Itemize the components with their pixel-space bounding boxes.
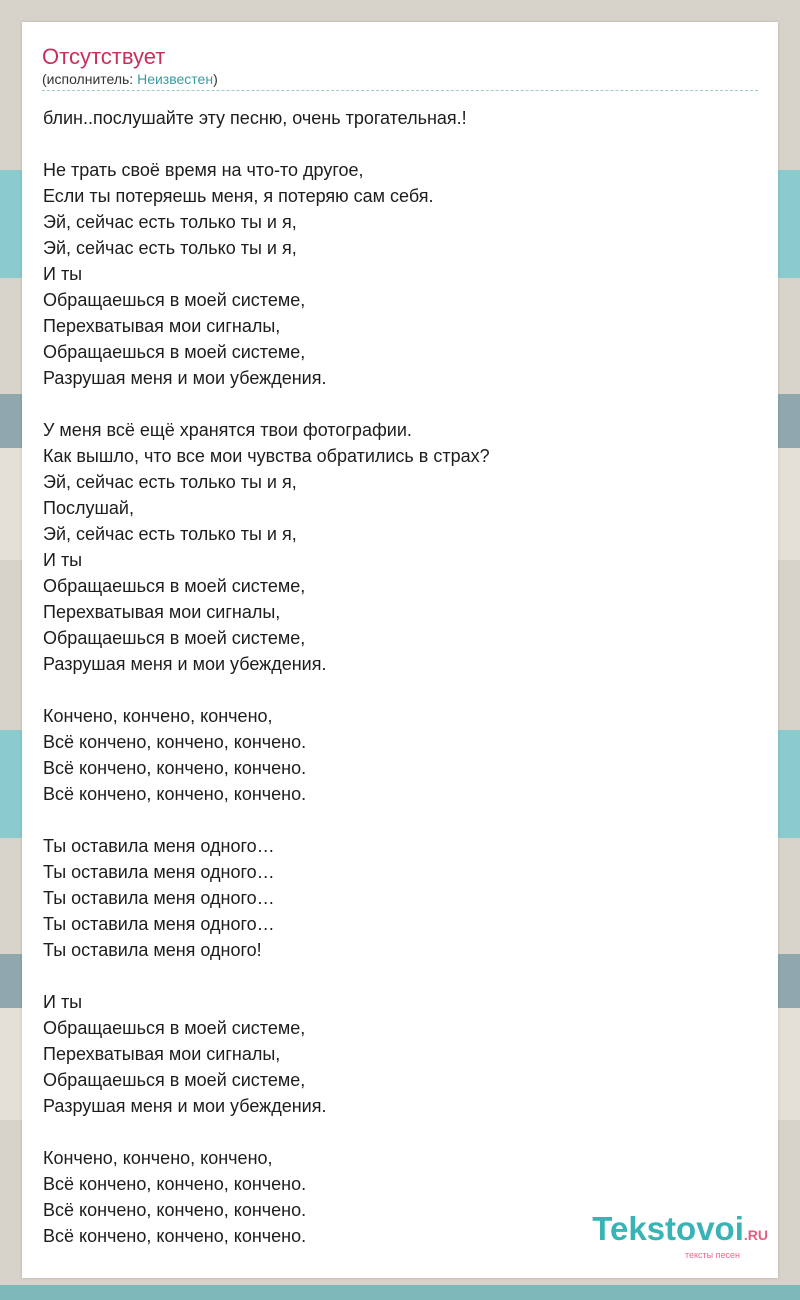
lyric-line: Разрушая меня и мои убеждения. — [43, 368, 327, 388]
lyric-blank-line — [43, 677, 743, 703]
lyric-line: Ты оставила меня одного! — [43, 940, 262, 960]
lyric-line: Всё кончено, кончено, кончено. — [43, 1226, 307, 1246]
artist-line — [42, 70, 758, 91]
lyric-line: Перехватывая мои сигналы, — [43, 602, 281, 622]
lyric-line: Не трать своё время на что-то другое, — [43, 160, 364, 180]
lyric-line: Если ты потеряешь меня, я потеряю сам себя. — [43, 186, 434, 206]
logo-wordmark: Tekstovoi.RU — [592, 1210, 768, 1247]
lyric-line: Как вышло, что все мои чувства обратились в страх? — [43, 446, 490, 466]
background-band — [0, 1285, 800, 1300]
artist-suffix: ) — [213, 71, 218, 87]
lyric-line: И ты — [43, 992, 83, 1012]
lyric-line: И ты — [43, 264, 83, 284]
lyric-line: Ты оставила меня одного… — [43, 862, 275, 882]
lyric-blank-line — [43, 807, 743, 833]
lyric-line: Всё кончено, кончено, кончено. — [43, 1200, 307, 1220]
lyric-line: Кончено, кончено, кончено, — [43, 706, 273, 726]
lyric-blank-line — [43, 1119, 743, 1145]
lyric-line: Всё кончено, кончено, кончено. — [43, 1174, 307, 1194]
lyric-line: Разрушая меня и мои убеждения. — [43, 654, 327, 674]
lyric-line: Ты оставила меня одного… — [43, 914, 275, 934]
lyrics-card — [22, 22, 778, 1278]
lyric-line: Ты оставила меня одного… — [43, 836, 275, 856]
artist-prefix: (исполнитель: — [42, 71, 138, 87]
lyric-line: У меня всё ещё хранятся твои фотографии. — [43, 420, 412, 440]
lyrics-text — [43, 105, 743, 1249]
lyric-line: Эй, сейчас есть только ты и я, — [43, 212, 297, 232]
lyric-line: Ты оставила меня одного… — [43, 888, 275, 908]
lyric-line: Перехватывая мои сигналы, — [43, 316, 281, 336]
lyric-line: Всё кончено, кончено, кончено. — [43, 732, 307, 752]
lyric-line: Всё кончено, кончено, кончено. — [43, 784, 307, 804]
lyric-line: Всё кончено, кончено, кончено. — [43, 758, 307, 778]
lyric-blank-line — [43, 963, 743, 989]
lyric-line: Обращаешься в моей системе, — [43, 1070, 306, 1090]
lyric-line: Обращаешься в моей системе, — [43, 628, 306, 648]
lyric-line: Обращаешься в моей системе, — [43, 290, 306, 310]
site-logo[interactable] — [592, 1212, 768, 1260]
lyric-line: Перехватывая мои сигналы, — [43, 1044, 281, 1064]
lyric-line: Послушай, — [43, 498, 134, 518]
lyric-line: Эй, сейчас есть только ты и я, — [43, 472, 297, 492]
lyric-blank-line — [43, 131, 743, 157]
lyric-line: Разрушая меня и мои убеждения. — [43, 1096, 327, 1116]
lyric-line: Обращаешься в моей системе, — [43, 342, 306, 362]
logo-tld: .RU — [743, 1227, 768, 1243]
lyric-line: Эй, сейчас есть только ты и я, — [43, 524, 297, 544]
lyric-line: Кончено, кончено, кончено, — [43, 1148, 273, 1168]
artist-link[interactable]: Неизвестен — [137, 71, 214, 87]
lyric-line: блин..послушайте эту песню, очень трогательная.! — [43, 108, 467, 128]
lyric-line: Обращаешься в моей системе, — [43, 1018, 306, 1038]
song-title: Отсутствует — [42, 44, 166, 69]
lyric-line: И ты — [43, 550, 83, 570]
lyric-line: Обращаешься в моей системе, — [43, 576, 306, 596]
song-header — [42, 44, 758, 91]
lyric-blank-line — [43, 391, 743, 417]
logo-tagline: тексты песен — [684, 1250, 740, 1260]
lyric-line: Эй, сейчас есть только ты и я, — [43, 238, 297, 258]
